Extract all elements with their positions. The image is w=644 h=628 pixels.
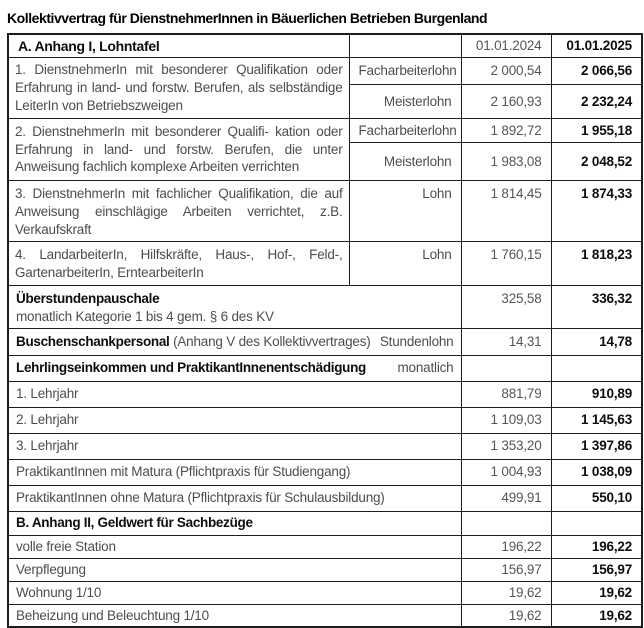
empty-cell	[461, 511, 551, 535]
value-2025: 550,10	[551, 485, 642, 511]
value-2024: 156,97	[461, 558, 551, 581]
row-label: volle freie Station	[8, 535, 461, 558]
row-label: Wohnung 1/10	[8, 581, 461, 604]
empty-cell	[551, 511, 642, 535]
value-2025: 19,62	[551, 581, 642, 604]
value-2025: 2 048,52	[551, 142, 642, 180]
value-2025: 2 066,56	[551, 58, 642, 85]
table-row	[8, 285, 642, 328]
wage-type-label: Facharbeiterlohn	[349, 118, 461, 142]
table-row	[8, 407, 642, 433]
table-row	[8, 242, 642, 286]
value-2024: 1 004,93	[461, 459, 551, 485]
table-row	[8, 485, 642, 511]
ueberstundenpauschale-subtitle: monatlich Kategorie 1 bis 4 gem. § 6 des KV	[16, 308, 274, 324]
value-2024: 14,31	[461, 328, 551, 355]
lehrlinge-heading-cell	[8, 355, 461, 381]
table-row	[8, 180, 642, 241]
value-2025: 1 955,18	[551, 118, 642, 142]
wage-type-label: Lohn	[349, 180, 461, 241]
value-2024: 19,62	[461, 581, 551, 604]
value-2025: 1 145,63	[551, 407, 642, 433]
value-2025: 1 818,23	[551, 242, 642, 286]
value-2025: 1 397,86	[551, 433, 642, 459]
value-2025: 1 874,33	[551, 180, 642, 241]
category-2-description: 2. DienstnehmerIn mit besonderer Qualifi- kation oder Erfahrung in land- und forstw. Berufen, die unter Anweisung fachlich komplexe Arbeiten verrichten	[8, 118, 349, 180]
value-2024: 19,62	[461, 604, 551, 627]
table-row	[8, 604, 642, 627]
section-a-heading: A. Anhang I, Lohntafel	[8, 34, 349, 58]
buschenschank-label: Buschenschankpersonal (Anhang V des Kollektivvertrages)	[16, 333, 371, 349]
table-row	[8, 511, 642, 535]
value-2024: 1 983,08	[461, 142, 551, 180]
wage-type-label: Meisterlohn	[349, 142, 461, 180]
category-3-description: 3. DienstnehmerIn mit fachlicher Qualifikation, die auf Anweisung einschlägige Arbeiten verrichtet, z.B. Verkaufskraft	[8, 180, 349, 241]
value-2024: 881,79	[461, 381, 551, 407]
value-2025: 1 038,09	[551, 459, 642, 485]
value-2025: 156,97	[551, 558, 642, 581]
ueberstundenpauschale-title: Überstundenpauschale	[16, 290, 160, 306]
value-2024: 1 814,45	[461, 180, 551, 241]
value-2025: 19,62	[551, 604, 642, 627]
wage-type-label: Facharbeiterlohn	[349, 58, 461, 85]
ueberstundenpauschale-cell	[8, 285, 461, 328]
value-2024: 1 353,20	[461, 433, 551, 459]
value-2025: 910,89	[551, 381, 642, 407]
column-header-2025: 01.01.2025	[551, 34, 642, 58]
category-4-description: 4. LandarbeiterIn, Hilfskräfte, Haus-, Hof-, Feld-, GartenarbeiterIn, ErntearbeiterIn	[8, 242, 349, 286]
wage-type-label: Meisterlohn	[349, 84, 461, 118]
table-header-row	[8, 34, 642, 58]
value-2024: 325,58	[461, 285, 551, 328]
lehrlinge-heading: Lehrlingseinkommen und PraktikantInnenentschädigung	[16, 360, 366, 376]
table-row	[8, 58, 642, 85]
table-row	[8, 433, 642, 459]
wage-table	[7, 33, 643, 628]
row-label: Beheizung und Beleuchtung 1/10	[8, 604, 461, 627]
table-row	[8, 581, 642, 604]
value-2024: 1 109,03	[461, 407, 551, 433]
row-label: 3. Lehrjahr	[8, 433, 461, 459]
table-row	[8, 535, 642, 558]
value-2025: 336,32	[551, 285, 642, 328]
row-label: 2. Lehrjahr	[8, 407, 461, 433]
page-title: Kollektivvertrag für DienstnehmerInnen in Bäuerlichen Betrieben Burgenland	[7, 10, 488, 26]
value-2024: 2 000,54	[461, 58, 551, 85]
value-2025: 14,78	[551, 328, 642, 355]
table-row	[8, 118, 642, 142]
value-2024: 1 892,72	[461, 118, 551, 142]
table-row	[8, 381, 642, 407]
value-2024: 2 160,93	[461, 84, 551, 118]
value-2025: 2 232,24	[551, 84, 642, 118]
wage-type-label: monatlich	[397, 360, 454, 376]
table-row	[8, 355, 642, 381]
category-1-description: 1. DienstnehmerIn mit besonderer Qualifikation oder Erfahrung in land- und forstw. Berufen, als selbständige LeiterIn von Betriebszweigen	[8, 58, 349, 118]
wage-type-label: Lohn	[349, 242, 461, 286]
table-row	[8, 558, 642, 581]
table-row	[8, 328, 642, 355]
value-2025: 196,22	[551, 535, 642, 558]
wage-type-label: Stundenlohn	[379, 333, 454, 349]
empty-cell	[461, 355, 551, 381]
row-label: PraktikantInnen mit Matura (Pflichtpraxis für Studiengang)	[8, 459, 461, 485]
empty-cell	[349, 34, 461, 58]
row-label: Verpflegung	[8, 558, 461, 581]
column-header-2024: 01.01.2024	[461, 34, 551, 58]
row-label: PraktikantInnen ohne Matura (Pflichtpraxis für Schulausbildung)	[8, 485, 461, 511]
section-b-heading: B. Anhang II, Geldwert für Sachbezüge	[8, 511, 461, 535]
value-2024: 196,22	[461, 535, 551, 558]
value-2024: 1 760,15	[461, 242, 551, 286]
value-2024: 499,91	[461, 485, 551, 511]
table-row	[8, 459, 642, 485]
empty-cell	[551, 355, 642, 381]
buschenschank-cell	[8, 328, 461, 355]
row-label: 1. Lehrjahr	[8, 381, 461, 407]
